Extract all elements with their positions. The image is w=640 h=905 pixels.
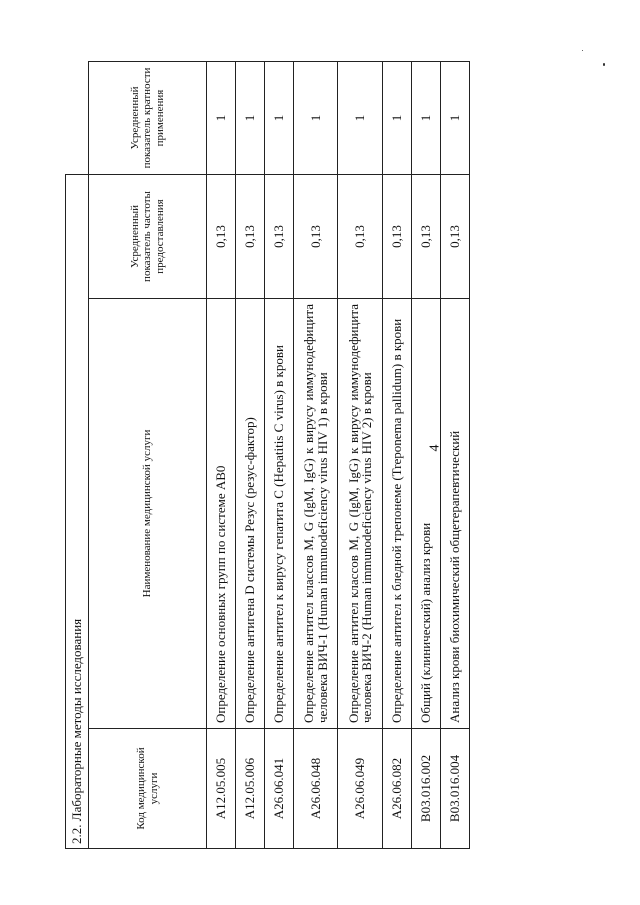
landscape-sheet — [65, 62, 470, 849]
service-name: Определение антител к вирусу гепатита C (Hepatitis C virus) в крови — [264, 299, 293, 729]
frequency-value: 0,13 — [207, 175, 236, 299]
multiplicity-value: 1 — [338, 62, 383, 175]
service-code: A26.06.048 — [293, 729, 338, 849]
frequency-value: 0,13 — [411, 175, 440, 299]
column-header-code: Код медицинской услуги — [89, 729, 207, 849]
table-row — [293, 62, 338, 849]
multiplicity-value: 1 — [440, 62, 469, 175]
scan-speck — [582, 50, 583, 51]
frequency-value: 0,13 — [383, 175, 412, 299]
frequency-value: 0,13 — [338, 175, 383, 299]
multiplicity-value: 1 — [207, 62, 236, 175]
service-name: Определение антигена D системы Резус (резус-фактор) — [235, 299, 264, 729]
scan-speck — [603, 63, 605, 66]
table-row — [383, 62, 412, 849]
service-code: A26.06.041 — [264, 729, 293, 849]
table-row — [207, 62, 236, 849]
multiplicity-value: 1 — [383, 62, 412, 175]
service-code: A12.05.006 — [235, 729, 264, 849]
service-code: B03.016.002 — [411, 729, 440, 849]
frequency-value: 0,13 — [293, 175, 338, 299]
frequency-value: 0,13 — [264, 175, 293, 299]
column-header-frequency: Усредненный показатель частоты предоставления — [89, 175, 207, 299]
service-code: B03.016.004 — [440, 729, 469, 849]
frequency-value: 0,13 — [440, 175, 469, 299]
table-row — [411, 62, 440, 849]
service-name: Определение основных групп по системе AB0 — [207, 299, 236, 729]
service-code: A26.06.082 — [383, 729, 412, 849]
service-name: Определение антител классов M, G (IgM, IgG) к вирусу иммунодефицита человека ВИЧ-1 (Human immunodeficiency virus HIV 1) в крови — [293, 299, 338, 729]
table-row — [235, 62, 264, 849]
service-code: A26.06.049 — [338, 729, 383, 849]
multiplicity-value: 1 — [235, 62, 264, 175]
table-row — [338, 62, 383, 849]
lab-methods-table — [65, 61, 470, 849]
blank-cell — [66, 62, 89, 175]
column-header-multiplicity: Усредненный показатель кратности применения — [89, 62, 207, 175]
multiplicity-value: 1 — [264, 62, 293, 175]
section-title: 2.2. Лабораторные методы исследования — [66, 175, 89, 849]
multiplicity-value: 1 — [293, 62, 338, 175]
frequency-value: 0,13 — [235, 175, 264, 299]
service-code: A12.05.005 — [207, 729, 236, 849]
multiplicity-value: 1 — [411, 62, 440, 175]
column-header-name: Наименование медицинской услуги — [89, 299, 207, 729]
service-name: Определение антител классов M, G (IgM, IgG) к вирусу иммунодефицита человека ВИЧ-2 (Human immunodeficiency virus HIV 2) в крови — [338, 299, 383, 729]
page-number: 4 — [427, 444, 443, 452]
table-row — [264, 62, 293, 849]
service-name: Общий (клинический) анализ крови — [411, 299, 440, 729]
table-row — [440, 62, 469, 849]
service-name: Анализ крови биохимический общетерапевтический — [440, 299, 469, 729]
service-name: Определение антител к бледной трепонеме (Treponema pallidum) в крови — [383, 299, 412, 729]
